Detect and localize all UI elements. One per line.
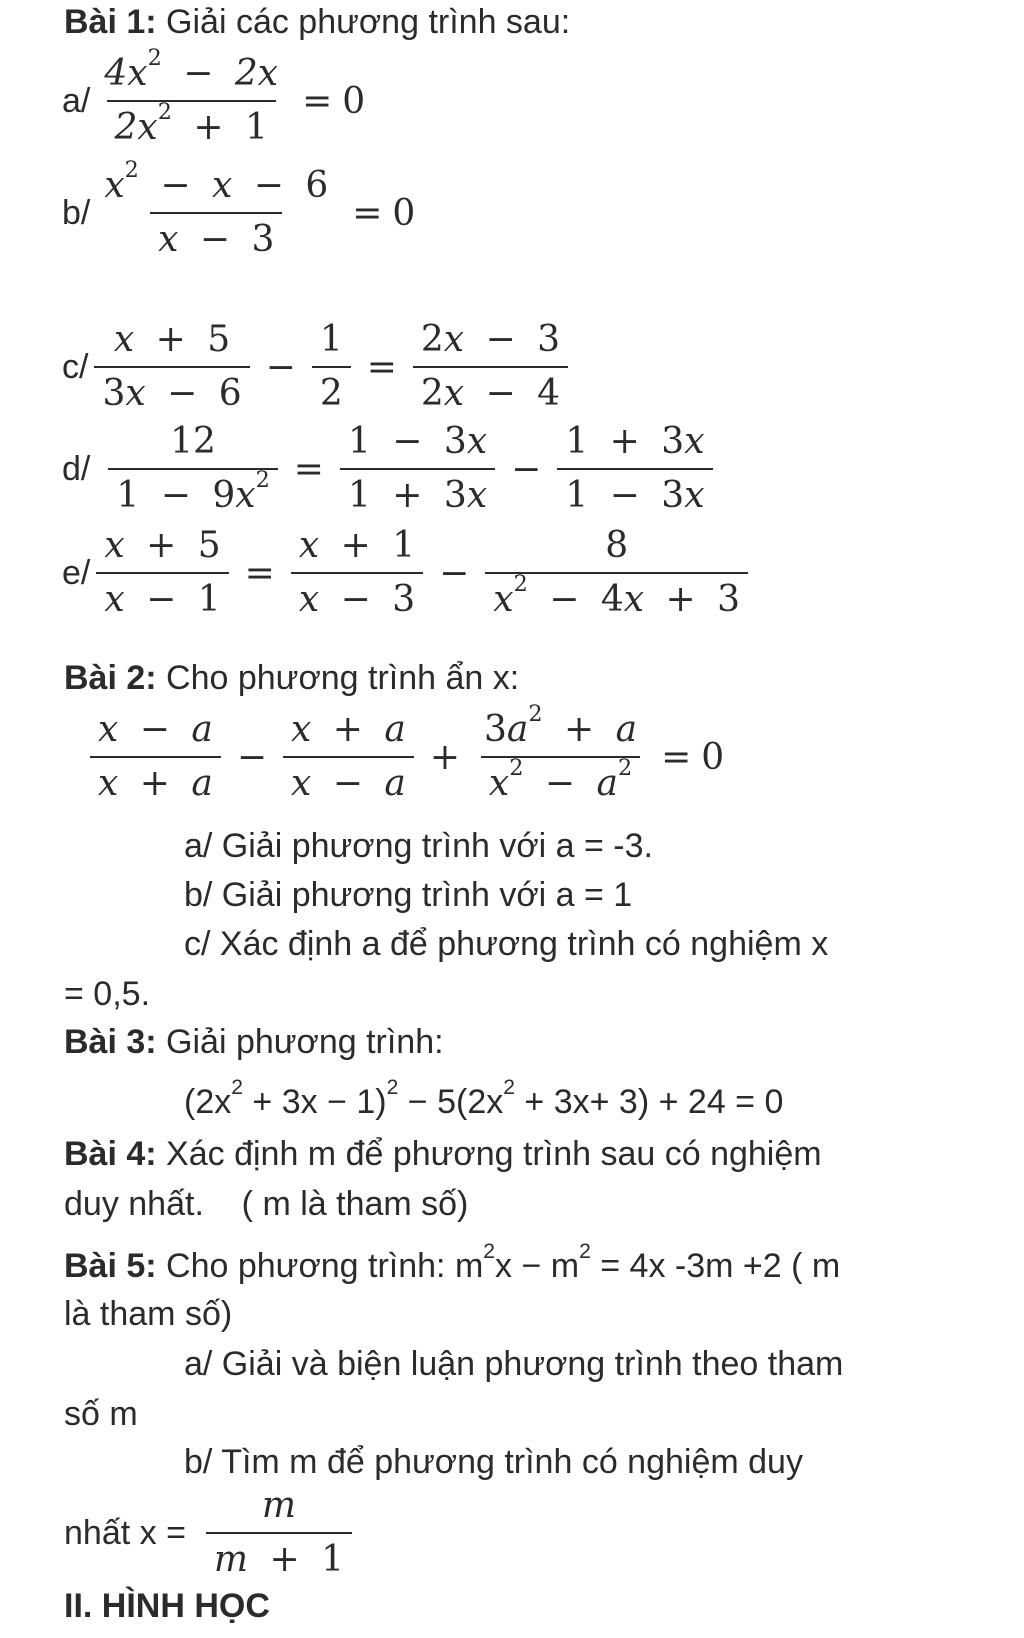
bai1-title: Bài 1: [64, 3, 157, 41]
label-b: b/ [62, 194, 91, 232]
bai2-heading [64, 658, 519, 698]
eq-1d-math: $\frac{12}{1 - 9x^2}$ = $\frac{1 - 3x}{1 + 3x}$ − $\frac{1 + 3x}{1 - 3x}$ [90, 420, 718, 518]
eq-1a [62, 44, 366, 150]
bai3-heading [64, 1022, 444, 1062]
bai2-a: a/ Giải phương trình với a = -3. [184, 827, 653, 865]
eq-1e [62, 524, 754, 622]
bai5-eq: $m^2x - m^2$ [454, 1240, 591, 1285]
bai5-text: Cho phương trình: [156, 1247, 455, 1285]
bai5-text-tail: = 4x -3m +2 ( m [590, 1247, 841, 1285]
eq-5b-math: $\frac{m}{m + 1}$ [200, 1484, 358, 1582]
bai2-text: Cho phương trình ẩn x: [156, 659, 520, 697]
bai5-a: a/ Giải và biện luận phương trình theo tham [184, 1345, 844, 1383]
label-d: d/ [62, 450, 91, 488]
bai5-heading [64, 1240, 841, 1286]
bai3-title: Bài 3: [64, 1023, 157, 1061]
eq-1a-math: $\frac{4x^2 - 2x}{2x^2 + 1}$ = 0 [104, 44, 366, 148]
eq-2 [84, 700, 725, 806]
bai1-text: Giải các phương trình sau: [156, 3, 571, 41]
bai2-c-cont: = 0,5. [64, 975, 151, 1013]
section2-title: II. HÌNH HỌC [64, 1587, 270, 1625]
label-a: a/ [62, 82, 91, 120]
bai5-a-cont: số m [64, 1395, 138, 1433]
label-c: c/ [62, 348, 89, 386]
bai2-title: Bài 2: [64, 659, 157, 697]
eq-1d [62, 420, 719, 518]
bai4-text: Xác định m để phương trình sau có nghiệm [156, 1135, 822, 1173]
eq-1b-math: $\frac{x^2 - x - 6}{x - 3}$ = 0 [104, 156, 416, 260]
bai4-title: Bài 4: [64, 1135, 157, 1173]
bai5-text2: là tham số) [64, 1295, 233, 1333]
bai3-text: Giải phương trình: [156, 1023, 444, 1061]
eq-3: $(2x^2 + 3x - 1)^2 - 5(2x^2 + 3x+ 3) + 24 = 0$ [184, 1076, 784, 1121]
eq-1b [62, 156, 416, 262]
bai5-b: b/ Tìm m để phương trình có nghiệm duy [184, 1443, 803, 1481]
eq-2-math: $\frac{x - a}{x + a}$ − $\frac{x + a}{x - a}$ + $\frac{3a^2 + a}{x^2 - a^2}$ = 0 [84, 708, 724, 806]
eq-1c-math: $\frac{x + 5}{3x - 6}$ − $\frac{1}{2}$ = $\frac{2x - 3}{2x - 4}$ [88, 318, 574, 416]
bai5-title: Bài 5: [64, 1247, 157, 1285]
bai5-b-line [64, 1484, 358, 1582]
bai5-b-cont: nhất x = [64, 1514, 186, 1552]
eq-1c [62, 318, 574, 416]
label-e: e/ [62, 554, 91, 592]
bai4-heading [64, 1134, 822, 1174]
eq-1e-math: $\frac{x + 5}{x - 1}$ = $\frac{x + 1}{x - 3}$ − $\frac{8}{x^2 - 4x + 3}$ [90, 524, 754, 622]
bai2-b: b/ Giải phương trình với a = 1 [184, 876, 633, 914]
bai1-heading [64, 2, 570, 42]
bai2-c: c/ Xác định a để phương trình có nghiệm x [184, 925, 829, 963]
bai4-text2: duy nhất. ( m là tham số) [64, 1185, 469, 1223]
